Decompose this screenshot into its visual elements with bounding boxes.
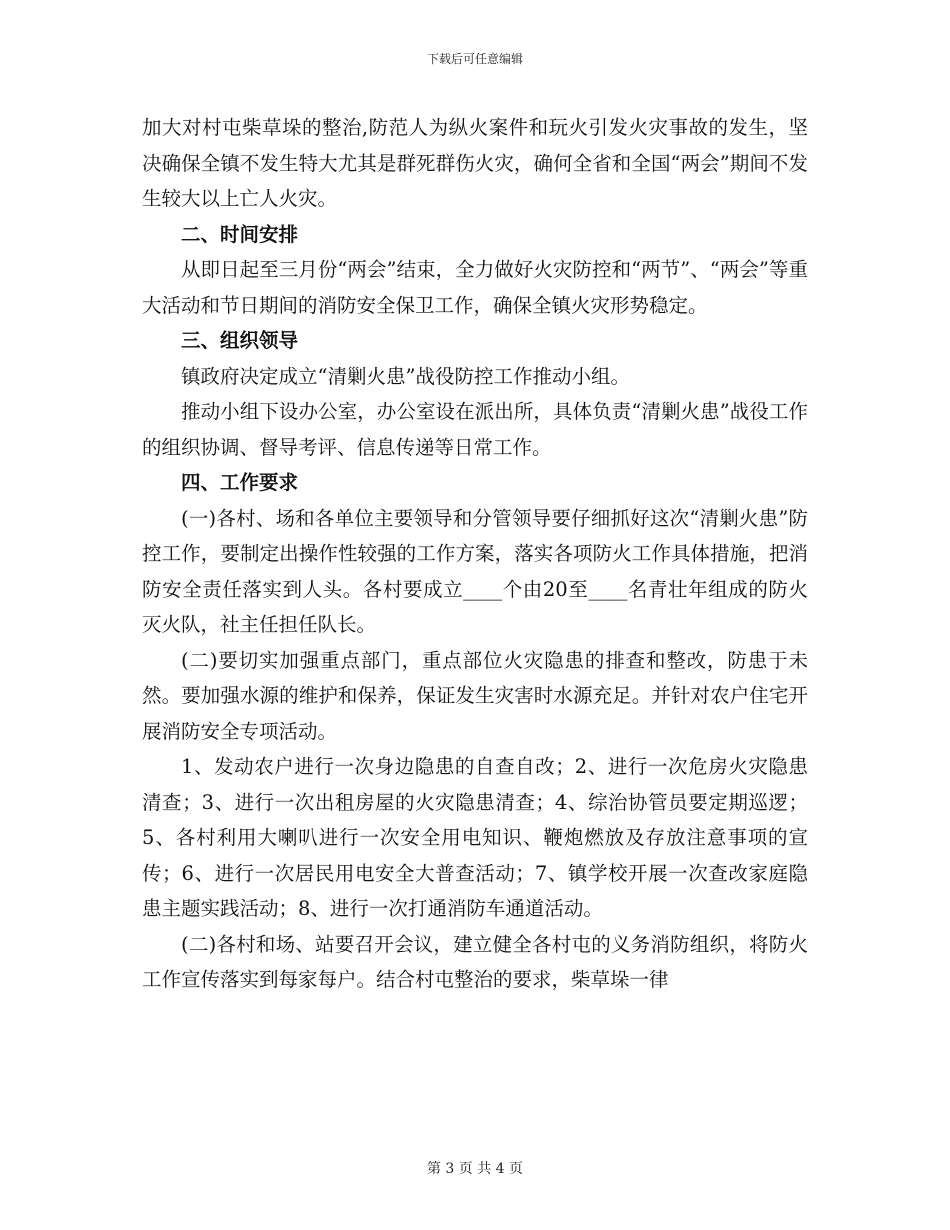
section-heading-org: 三、组织领导: [181, 329, 299, 352]
paragraph-org-1: 镇政府决定成立“清剿火患”战役防控工作推动小组。: [181, 364, 630, 388]
paragraph-req-3: 1、发动农户进行一次身边隐患的自查自改；2、进行一次危房火灾隐患清查；3、进行一次出租房屋的火灾隐患清查；4、综治协管员要定期巡逻；5、各村利用大喇叭进行一次安全用电知识、鞭炮燃放及存放注意事项的宣传；6、进行一次居民用电安全大普查活动；7、镇学校开展一次查改家庭隐患主题实践活动；8、进行一次打通消防车通道活动。: [142, 755, 808, 920]
section-heading-requirements: 四、工作要求: [181, 471, 299, 494]
paragraph-time: 从即日起至三月份“两会”结束，全力做好火灾防控和“两节”、“两会”等重大活动和节日期间的消防安全保卫工作，确保全镇火灾形势稳定。: [142, 258, 808, 317]
document-body: [142, 110, 808, 998]
section-heading-time: 二、时间安排: [181, 222, 299, 246]
paragraph-req-2: (二)要切实加强重点部门，重点部位火灾隐患的排查和整改，防患于未然。要加强水源的维护和保养，保证发生灾害时水源充足。并针对农户住宅开展消防安全专项活动。: [142, 648, 808, 743]
paragraph-req-1: (一)各村、场和各单位主要领导和分管领导要仔细抓好这次“清剿火患”防控工作，要制定出操作性较强的工作方案，落实各项防火工作具体措施，把消防安全责任落实到人头。各村要成立____个由20至____名青壮年组成的防火灭火队，社主任担任队长。: [142, 506, 808, 636]
paragraph-intro: 加大对村屯柴草垛的整治,防范人为纵火案件和玩火引发火灾事故的发生，坚决确保全镇不发生特大尤其是群死群伤火灾，确何全省和全国“两会”期间不发生较大以上亡人火灾。: [142, 116, 808, 210]
page-footer: 第 3 页 共 4 页: [426, 1161, 524, 1177]
page-header: 下载后可任意编辑: [426, 52, 523, 66]
paragraph-req-4: (二)各村和场、站要召开会议，建立健全各村屯的义务消防组织，将防火工作宣传落实到每家每户。结合村屯整治的要求，柴草垛一律: [142, 932, 808, 991]
paragraph-org-2: 推动小组下设办公室，办公室设在派出所，具体负责“清剿火患”战役工作的组织协调、督导考评、信息传递等日常工作。: [142, 400, 808, 459]
